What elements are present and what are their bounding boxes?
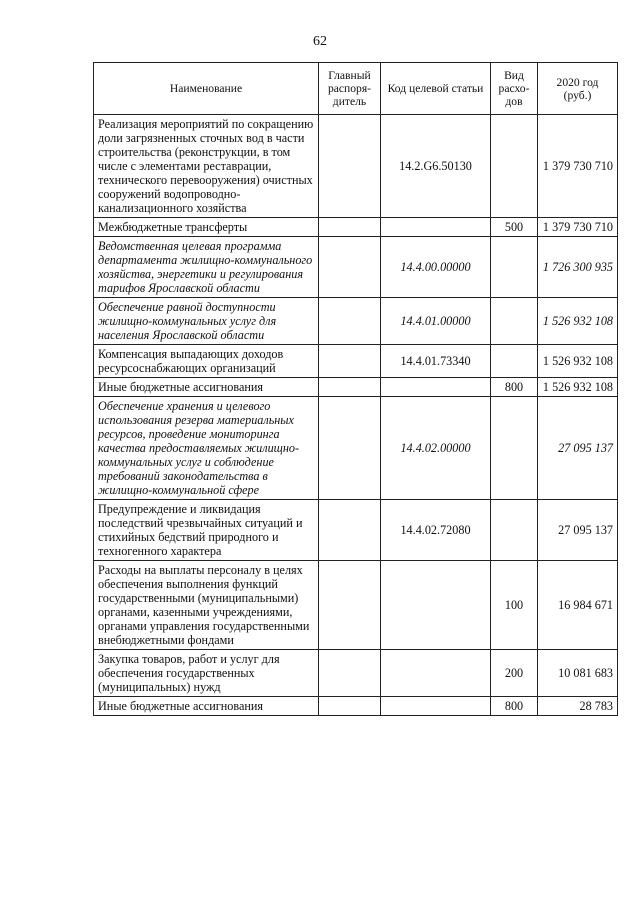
page-number: 62: [313, 34, 327, 49]
row-expense-type: 800: [491, 378, 538, 397]
row-name: Обеспечение равной доступности жилищно-коммунальных услуг для населения Ярославской области: [94, 298, 319, 345]
row-name: Компенсация выпадающих доходов ресурсоснабжающих организаций: [94, 345, 319, 378]
row-main-manager: [319, 561, 381, 650]
row-main-manager: [319, 218, 381, 237]
row-target-code: 14.4.02.72080: [381, 500, 491, 561]
row-target-code: 14.4.00.00000: [381, 237, 491, 298]
row-main-manager: [319, 345, 381, 378]
table-row: [94, 345, 618, 378]
row-amount: 1 379 730 710: [538, 218, 618, 237]
row-amount: 1 526 932 108: [538, 345, 618, 378]
row-expense-type: 100: [491, 561, 538, 650]
row-main-manager: [319, 237, 381, 298]
row-target-code: 14.4.02.00000: [381, 397, 491, 500]
row-main-manager: [319, 298, 381, 345]
row-expense-type: [491, 345, 538, 378]
row-target-code: [381, 378, 491, 397]
table-body: [94, 115, 618, 716]
row-name: Обеспечение хранения и целевого использования резерва материальных ресурсов, проведение мониторинга качества предоставляемых жилищно-коммунальных услуг и соблюдение требований законодательства в жилищно-коммунальной сфере: [94, 397, 319, 500]
table-header-row: [94, 63, 618, 115]
header-name: Наименование: [94, 63, 319, 115]
row-name: Расходы на выплаты персоналу в целях обеспечения выполнения функций государственными (муниципальными) органами, казенными учреждениями, органами управления государственными внебюджетными фондами: [94, 561, 319, 650]
header-year-amount: 2020 год (руб.): [538, 63, 618, 115]
row-name: Предупреждение и ликвидация последствий чрезвычайных ситуаций и стихийных бедствий природного и техногенного характера: [94, 500, 319, 561]
table-row: [94, 115, 618, 218]
row-expense-type: 500: [491, 218, 538, 237]
row-amount: 1 526 932 108: [538, 298, 618, 345]
row-name: Иные бюджетные ассигнования: [94, 697, 319, 716]
row-name: Реализация мероприятий по сокращению доли загрязненных сточных вод в части строительства (реконструкции, в том числе с элементами реставрации, технического перевооружения) очистных сооружений водопроводно-канализационного хозяйства: [94, 115, 319, 218]
row-expense-type: [491, 237, 538, 298]
table-row: [94, 237, 618, 298]
row-target-code: [381, 218, 491, 237]
header-target-code: Код целевой статьи: [381, 63, 491, 115]
row-main-manager: [319, 650, 381, 697]
row-name: Иные бюджетные ассигнования: [94, 378, 319, 397]
row-target-code: 14.4.01.00000: [381, 298, 491, 345]
row-expense-type: [491, 500, 538, 561]
row-name: Межбюджетные трансферты: [94, 218, 319, 237]
row-target-code: 14.2.G6.50130: [381, 115, 491, 218]
table-row: [94, 378, 618, 397]
row-target-code: [381, 650, 491, 697]
row-main-manager: [319, 378, 381, 397]
budget-table: [93, 62, 618, 716]
table-row: [94, 218, 618, 237]
table-row: [94, 397, 618, 500]
row-name: Закупка товаров, работ и услуг для обеспечения государственных (муниципальных) нужд: [94, 650, 319, 697]
row-amount: 28 783: [538, 697, 618, 716]
row-expense-type: [491, 115, 538, 218]
row-main-manager: [319, 115, 381, 218]
row-amount: 27 095 137: [538, 500, 618, 561]
row-target-code: 14.4.01.73340: [381, 345, 491, 378]
row-expense-type: [491, 298, 538, 345]
row-amount: 1 379 730 710: [538, 115, 618, 218]
row-amount: 10 081 683: [538, 650, 618, 697]
table-row: [94, 650, 618, 697]
row-amount: 1 526 932 108: [538, 378, 618, 397]
row-amount: 27 095 137: [538, 397, 618, 500]
row-expense-type: [491, 397, 538, 500]
row-amount: 1 726 300 935: [538, 237, 618, 298]
row-name: Ведомственная целевая программа департамента жилищно-коммунального хозяйства, энергетики и регулирования тарифов Ярославской области: [94, 237, 319, 298]
table-row: [94, 561, 618, 650]
row-target-code: [381, 697, 491, 716]
header-main-manager: Главный распоря-дитель: [319, 63, 381, 115]
table-row: [94, 697, 618, 716]
row-target-code: [381, 561, 491, 650]
table-row: [94, 500, 618, 561]
row-expense-type: 200: [491, 650, 538, 697]
row-main-manager: [319, 500, 381, 561]
row-amount: 16 984 671: [538, 561, 618, 650]
row-main-manager: [319, 697, 381, 716]
header-expense-type: Вид расхо-дов: [491, 63, 538, 115]
table-row: [94, 298, 618, 345]
row-main-manager: [319, 397, 381, 500]
row-expense-type: 800: [491, 697, 538, 716]
